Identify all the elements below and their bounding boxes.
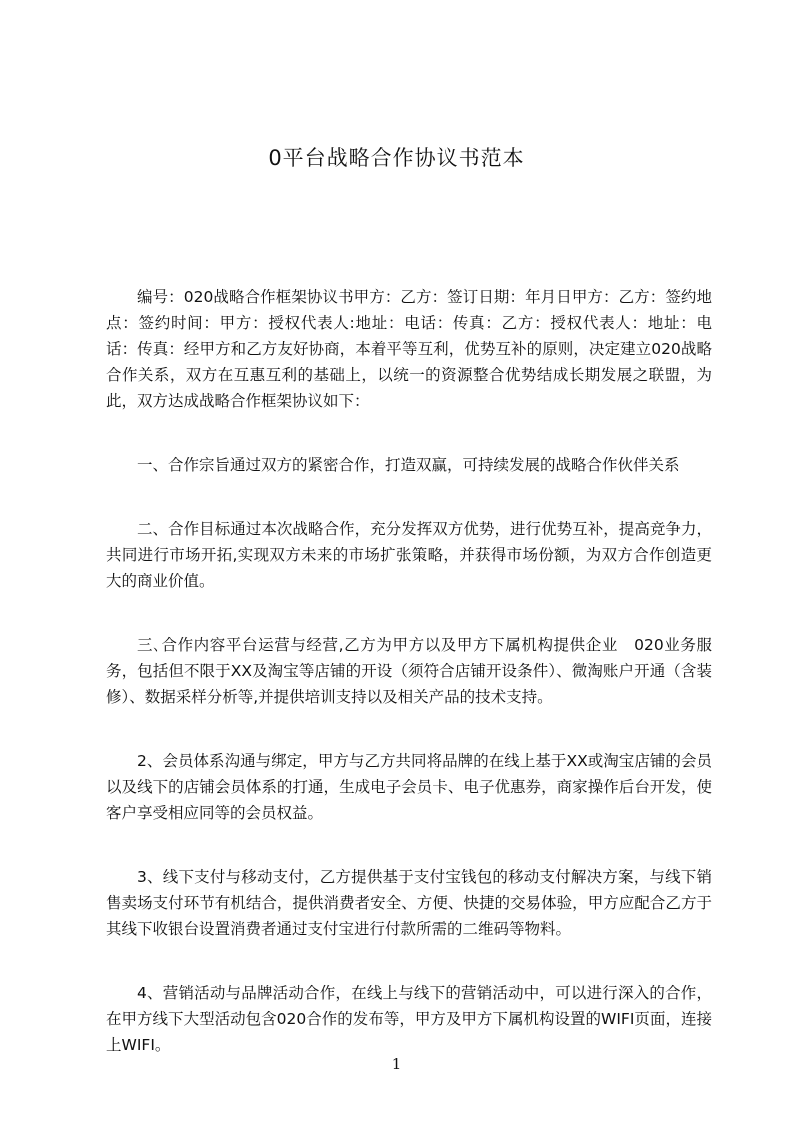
document-title: 0平台战略合作协议书范本 <box>268 146 525 170</box>
paragraph-membership: 2、会员体系沟通与绑定，甲方与乙方共同将品牌的在线上基于XX或淘宝店铺的会员以及线下的店铺会员体系的打通，生成电子会员卡、电子优惠券，商家操作后台开发，使客户享受相应同等的会员权益。 <box>106 752 712 822</box>
paragraph-payment: 3、线下支付与移动支付，乙方提供基于支付宝钱包的移动支付解决方案，与线下销售卖场支付环节有机结合，提供消费者安全、方便、快捷的交易体验，甲方应配合乙方于其线下收银台设置消费者通过支付宝进行付款所需的二维码等物料。 <box>106 868 712 938</box>
paragraph-marketing: 4、营销活动与品牌活动合作，在线上与线下的营销活动中，可以进行深入的合作，在甲方线下大型活动包含020合作的发布等，甲方及甲方下属机构设置的WIFI页面，连接上WIFI。 <box>106 984 712 1054</box>
paragraph-goals: 二、合作目标通过本次战略合作，充分发挥双方优势，进行优势互补，提高竞争力，共同进行市场开拓,实现双方未来的市场扩张策略，并获得市场份额，为双方合作创造更大的商业价值。 <box>106 520 712 590</box>
paragraph-purpose: 一、合作宗旨通过双方的紧密合作，打造双赢，可持续发展的战略合作伙伴关系 <box>137 456 680 474</box>
page-number: 1 <box>391 1055 402 1073</box>
paragraph-content: 三､合作内容平台运营与经营,乙方为甲方以及甲方下属机构提供企业 020业务服务，包括但不限于XX及淘宝等店铺的开设（须符合店铺开设条件）、微淘账户开通（含装修）、数据采样分析等,并提供培训支持以及相关产品的技术支持。 <box>106 636 712 706</box>
document-body <box>106 284 712 1058</box>
paragraph-preamble: 编号：020战略合作框架协议书甲方：乙方：签订日期：年月日甲方：乙方：签约地点：签约时间：甲方：授权代表人:地址：电话：传真：乙方：授权代表人：地址：电话：传真：经甲方和乙方友好协商，本着平等互利，优势互补的原则，决定建立020战略合作关系，双方在互惠互利的基础上，以统一的资源整合优势结成长期发展之联盟，为此，双方达成战略合作框架协议如下： <box>106 288 712 410</box>
